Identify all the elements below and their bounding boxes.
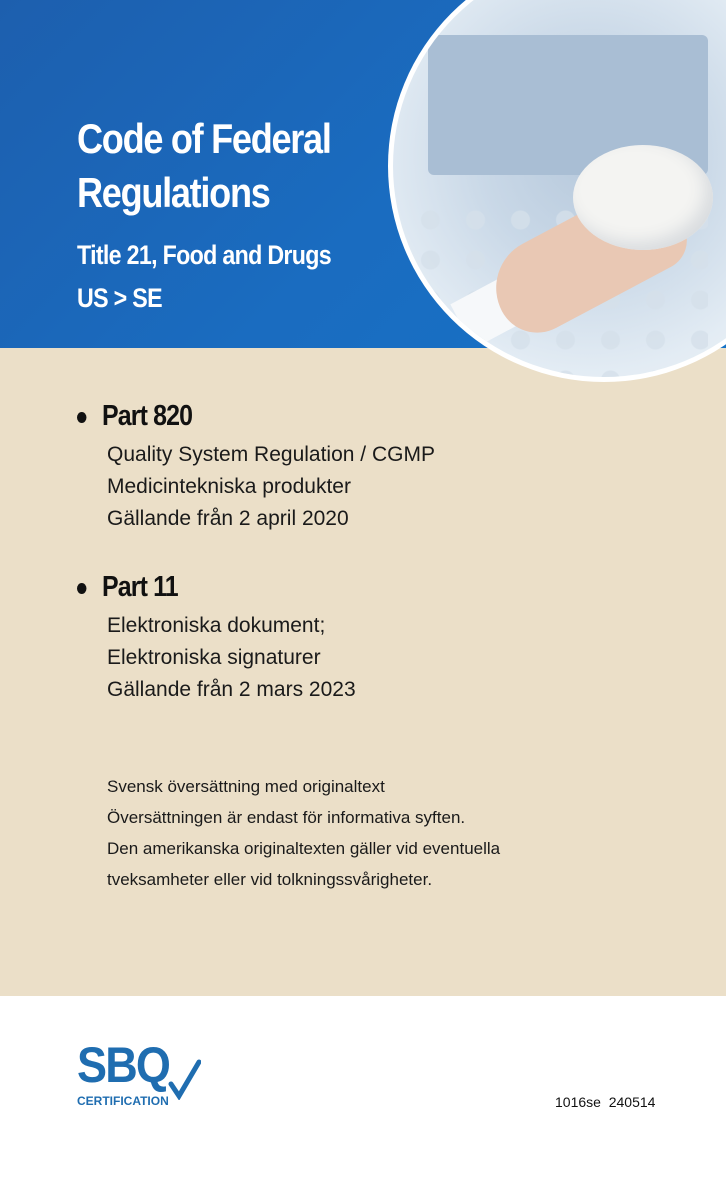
part-line: Medicintekniska produkter	[107, 475, 351, 498]
note-line: tveksamheter eller vid tolkningssvårigheter.	[107, 870, 433, 889]
logo-subtext: CERTIFICATION	[77, 1094, 169, 1108]
part-820	[77, 400, 435, 535]
document-title: Code of Federal Regulations	[77, 115, 331, 216]
language-label: US > SE	[77, 283, 162, 313]
translation-note	[107, 771, 500, 895]
part-line: Elektroniska dokument;	[107, 614, 326, 637]
note-line: Översättningen är endast för informativa syften.	[107, 808, 466, 827]
checkmark-icon	[167, 1054, 201, 1100]
part-11	[77, 571, 356, 706]
note-line: Den amerikanska originaltexten gäller vid eventuella	[107, 839, 501, 858]
part-line: Quality System Regulation / CGMP	[107, 443, 435, 466]
logo-text: SBQ	[77, 1037, 170, 1093]
part-line: Gällande från 2 mars 2023	[107, 678, 356, 701]
note-line: Svensk översättning med originaltext	[107, 777, 385, 796]
document-subtitle: Title 21, Food and Drugs	[77, 240, 331, 270]
bullet-icon	[77, 412, 86, 423]
document-code: 1016se 240514	[555, 1094, 656, 1110]
part-line: Elektroniska signaturer	[107, 646, 321, 669]
part-title: Part 11	[101, 571, 178, 603]
sbq-logo	[77, 1037, 179, 1108]
bullet-icon	[77, 583, 86, 594]
part-line: Gällande från 2 april 2020	[107, 507, 349, 530]
part-title: Part 820	[101, 400, 193, 432]
